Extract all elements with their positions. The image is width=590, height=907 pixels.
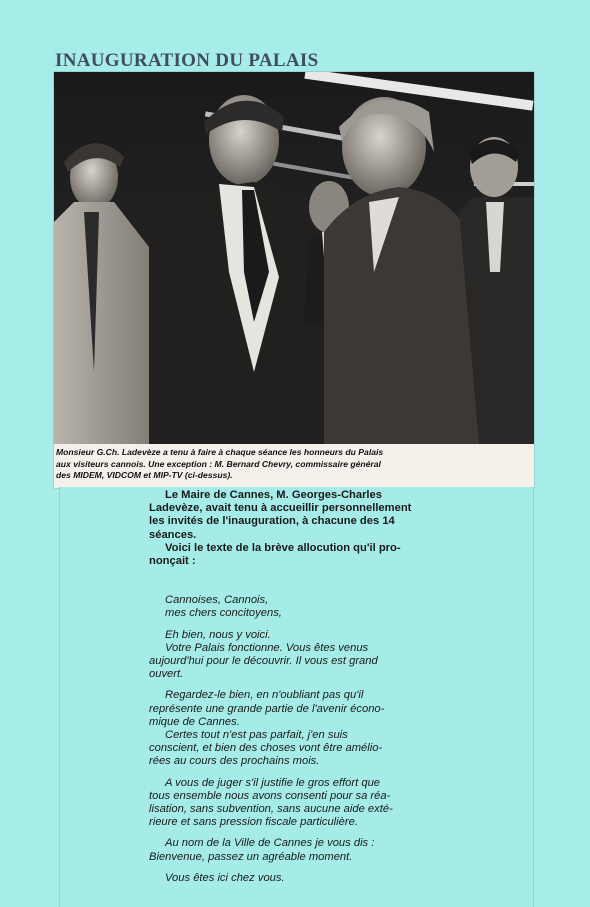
article-body	[149, 489, 519, 885]
speech-salutation: mes chers concitoyens,	[165, 607, 282, 620]
speech-line: conscient, et bien des choses vont être amélio-	[149, 742, 383, 755]
intro-paragraph	[149, 489, 519, 568]
text-line: les invités de l'inauguration, à chacune des 14	[149, 515, 395, 528]
speech	[149, 594, 519, 885]
caption-line: des MIDEM, VIDCOM et MIP-TV (ci-dessus).	[56, 470, 233, 480]
speech-line: Eh bien, nous y voici.	[165, 628, 271, 641]
press-clipping-text	[59, 487, 534, 907]
text-line: Ladevèze, avait tenu à accueillir personnellement	[149, 502, 412, 515]
speech-line: rieure et sans pression fiscale particulière.	[149, 816, 358, 829]
speech-line: Bienvenue, passez un agréable moment.	[149, 850, 353, 863]
speech-line: rées au cours des prochains mois.	[149, 755, 320, 768]
photograph	[54, 72, 534, 444]
caption-line: aux visiteurs cannois. Une exception : M. Bernard Chevry, commissaire général	[56, 458, 381, 469]
speech-line: aujourd'hui pour le découvrir. Il vous est grand	[149, 655, 378, 668]
speech-line: Regardez-le bien, en n'oubliant pas qu'il	[165, 689, 364, 702]
speech-line: lisation, sans subvention, sans aucune aide exté-	[149, 803, 393, 816]
text-line: Le Maire de Cannes, M. Georges-Charles	[165, 489, 382, 501]
text-line: nonçait :	[149, 555, 196, 568]
speech-closing: Vous êtes ici chez vous.	[165, 871, 285, 884]
speech-line: mique de Cannes.	[149, 715, 240, 728]
speech-line: A vous de juger s'il justifie le gros effort que	[165, 776, 381, 789]
speech-line: ouvert.	[149, 668, 184, 681]
press-clipping-photo	[54, 72, 534, 488]
caption-line: Monsieur G.Ch. Ladevèze a tenu à faire à chaque séance les honneurs du Palais	[56, 447, 384, 457]
speech-salutation: Cannoises, Cannois,	[165, 594, 269, 607]
photo-caption	[56, 447, 530, 482]
speech-line: Votre Palais fonctionne. Vous êtes venus	[165, 641, 369, 654]
text-line: Voici le texte de la brève allocution qu'il pro-	[165, 541, 401, 554]
photo-illustration	[54, 72, 534, 444]
speech-line: Au nom de la Ville de Cannes je vous dis :	[165, 837, 375, 850]
speech-line: représente une grande partie de l'avenir écono-	[149, 702, 385, 715]
speech-line: Certes tout n'est pas parfait, j'en suis	[165, 729, 348, 742]
speech-line: tous ensemble nous avons consenti pour sa réa-	[149, 789, 391, 802]
text-line: séances.	[149, 528, 197, 541]
headline: INAUGURATION DU PALAIS	[55, 50, 319, 71]
